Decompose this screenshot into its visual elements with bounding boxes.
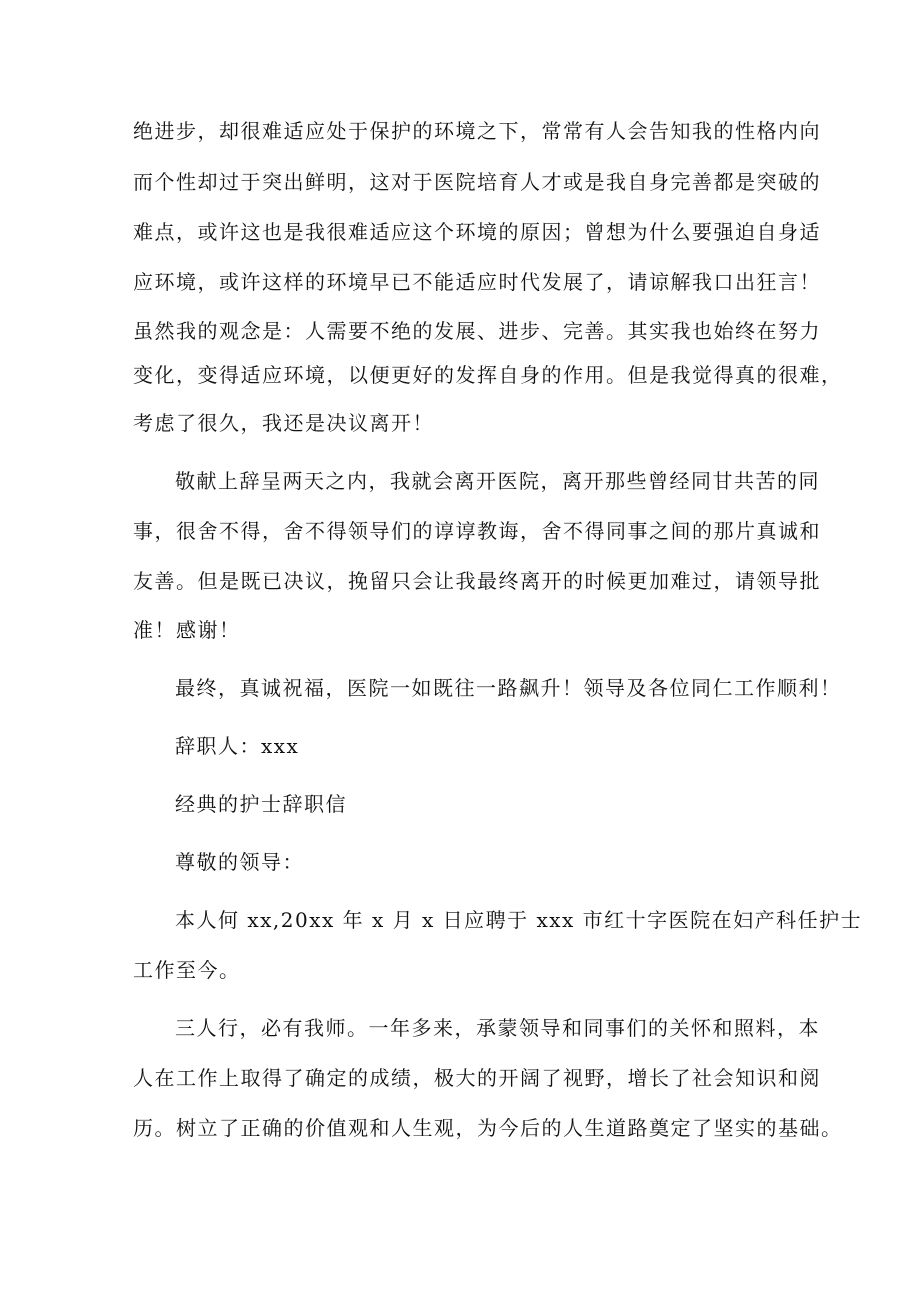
- text-line: 工作至今。: [133, 958, 241, 982]
- text-line: 本人何 xx,20xx 年 x 月 x 日应聘于 xxx 市红十字医院在妇产科任护士: [175, 908, 863, 932]
- text-line: 虽然我的观念是：人需要不绝的发展、进步、完善。其实我也始终在努力: [133, 319, 821, 343]
- text-line: 友善。但是既已决议，挽留只会让我最终离开的时候更加难过，请领导批: [133, 569, 821, 593]
- text-line: 历。树立了正确的价值观和人生观，为今后的人生道路奠定了坚实的基础。: [133, 1116, 843, 1140]
- text-line: 绝进步，却很难适应处于保护的环境之下，常常有人会告知我的性格内向: [133, 119, 821, 143]
- closing-blessing: 最终，真诚祝福，医院一如既往一路飙升！领导及各位同仁工作顺利！: [175, 676, 842, 700]
- section-title: 经典的护士辞职信: [175, 792, 347, 816]
- text-line: 应环境，或许这样的环境早已不能适应时代发展了，请谅解我口出狂言！: [133, 270, 821, 294]
- text-line: 事，很舍不得，舍不得领导们的谆谆教诲，舍不得同事之间的那片真诚和: [133, 519, 821, 543]
- text-line: 三人行，必有我师。一年多来，承蒙领导和同事们的关怀和照料，本: [175, 1016, 820, 1040]
- text-line: 难点，或许这也是我很难适应这个环境的原因；曾想为什么要强迫自身适: [133, 220, 821, 244]
- signature-line: 辞职人：xxx: [175, 734, 300, 758]
- text-line: 人在工作上取得了确定的成绩，极大的开阔了视野，增长了社会知识和阅: [133, 1066, 821, 1090]
- text-line: 变化，变得适应环境，以便更好的发挥自身的作用。但是我觉得真的很难，: [133, 363, 843, 387]
- salutation: 尊敬的领导：: [175, 850, 304, 874]
- text-line: 考虑了很久，我还是决议离开！: [133, 411, 434, 435]
- text-line: 而个性却过于突出鲜明，这对于医院培育人才或是我自身完善都是突破的: [133, 170, 821, 194]
- text-line: 敬献上辞呈两天之内，我就会离开医院，离开那些曾经同甘共苦的同: [175, 469, 820, 493]
- text-line: 准！感谢！: [133, 618, 241, 642]
